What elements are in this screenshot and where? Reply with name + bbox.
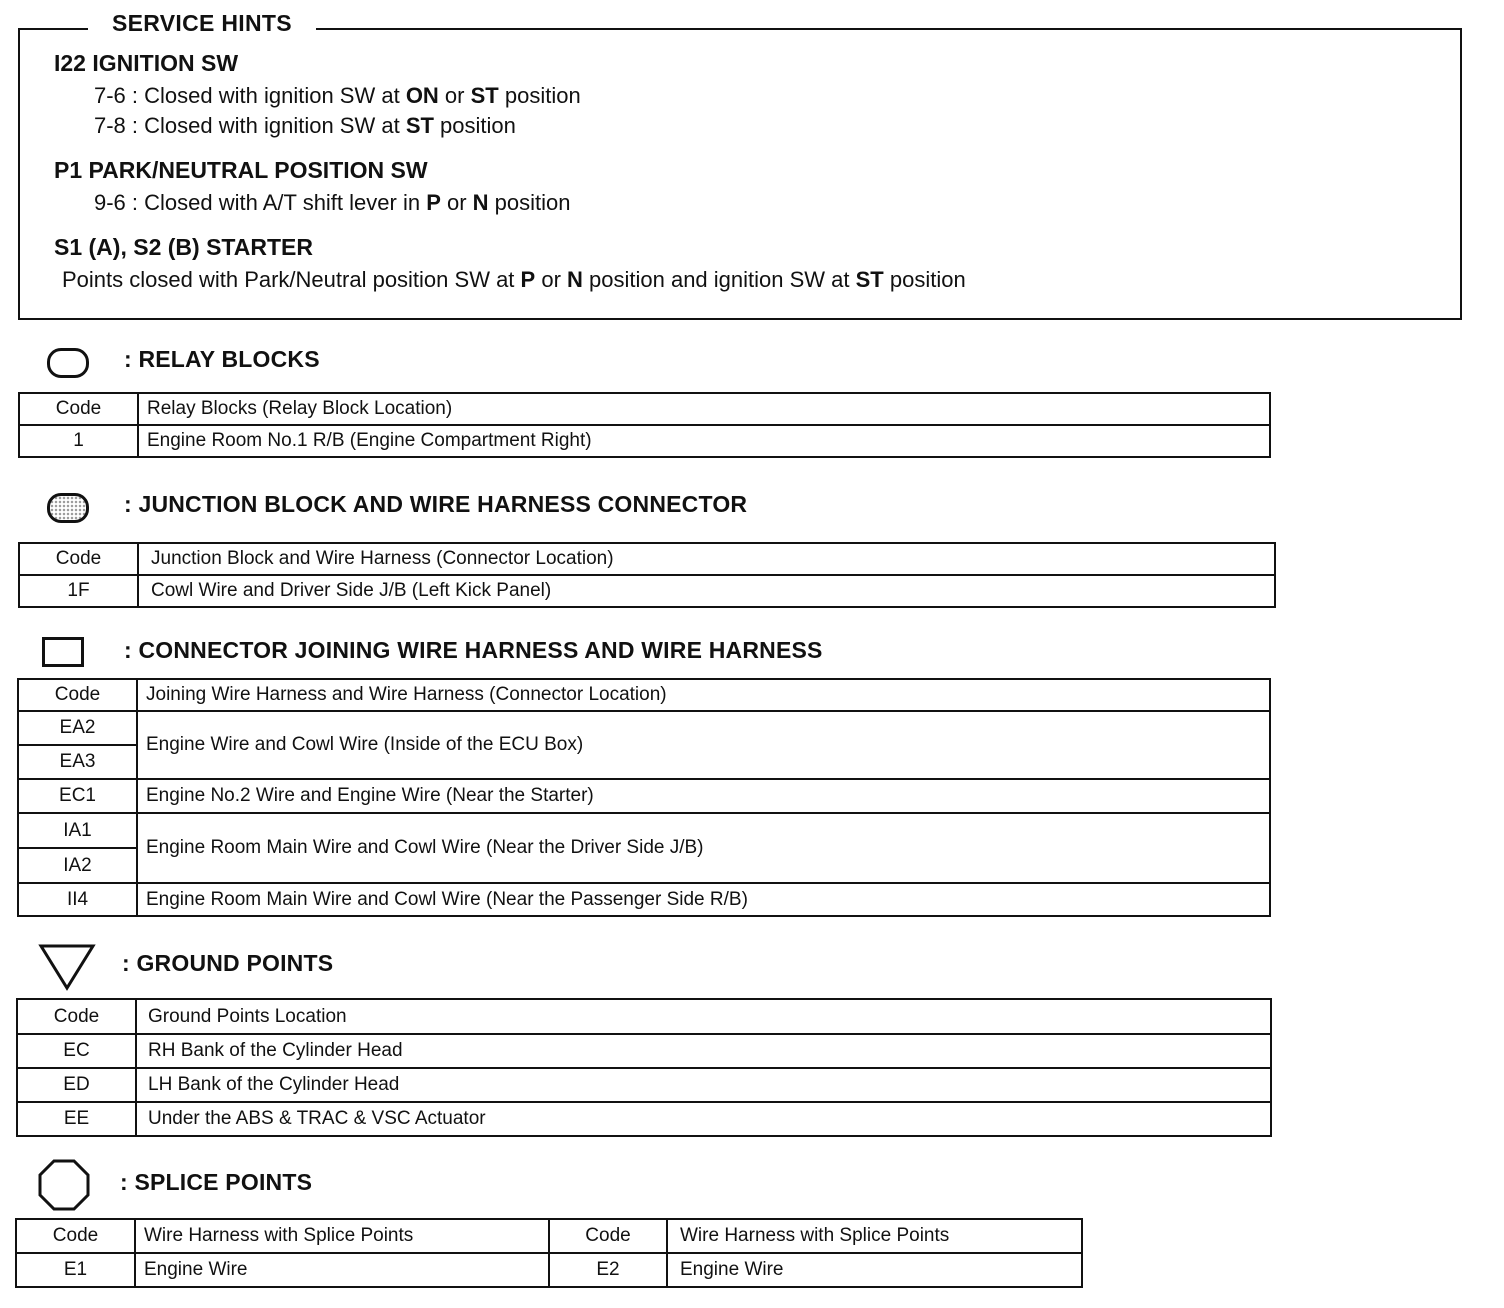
desc-cell: Cowl Wire and Driver Side J/B (Left Kick Panel) bbox=[138, 575, 1275, 607]
table-header-row bbox=[18, 679, 1270, 711]
table-row bbox=[17, 1034, 1271, 1068]
desc-header: Ground Points Location bbox=[136, 999, 1271, 1034]
code-header: Code bbox=[16, 1219, 135, 1253]
ignition-hint-line-2: 7-8 : Closed with ignition SW at ST position bbox=[94, 113, 516, 138]
desc-cell: Engine Room No.1 R/B (Engine Compartment Right) bbox=[138, 425, 1270, 457]
desc-cell: Engine Room Main Wire and Cowl Wire (Near the Passenger Side R/B) bbox=[137, 883, 1270, 916]
code-cell: 1 bbox=[19, 425, 138, 457]
table-row bbox=[18, 883, 1270, 916]
code-cell: EA2 bbox=[18, 711, 137, 745]
desc-header: Junction Block and Wire Harness (Connector Location) bbox=[138, 543, 1275, 575]
code-header: Code bbox=[19, 543, 138, 575]
junction-block-icon bbox=[47, 493, 89, 523]
table-header-row bbox=[16, 1219, 1082, 1253]
desc-header: Wire Harness with Splice Points bbox=[667, 1219, 1082, 1253]
desc-cell: RH Bank of the Cylinder Head bbox=[136, 1034, 1271, 1068]
ground-point-icon bbox=[38, 943, 96, 991]
desc-header: Joining Wire Harness and Wire Harness (Connector Location) bbox=[137, 679, 1270, 711]
code-cell: IA2 bbox=[18, 848, 137, 883]
connectors-title: : CONNECTOR JOINING WIRE HARNESS AND WIRE HARNESS bbox=[124, 637, 823, 663]
table-row bbox=[17, 1068, 1271, 1102]
relay-blocks-title: : RELAY BLOCKS bbox=[124, 346, 320, 372]
splice-point-icon bbox=[37, 1158, 91, 1212]
code-cell: 1F bbox=[19, 575, 138, 607]
code-cell: E2 bbox=[549, 1253, 667, 1287]
relay-blocks-table bbox=[18, 392, 1271, 458]
splice-points-title: : SPLICE POINTS bbox=[120, 1169, 313, 1195]
code-header: Code bbox=[549, 1219, 667, 1253]
service-hints-title: SERVICE HINTS bbox=[88, 10, 316, 37]
code-cell: E1 bbox=[16, 1253, 135, 1287]
table-header-row bbox=[19, 393, 1270, 425]
code-header: Code bbox=[19, 393, 138, 425]
ignition-hint-line-1: 7-6 : Closed with ignition SW at ON or ST position bbox=[94, 83, 581, 108]
code-cell: EA3 bbox=[18, 745, 137, 779]
code-header: Code bbox=[17, 999, 136, 1034]
desc-cell: Under the ABS & TRAC & VSC Actuator bbox=[136, 1102, 1271, 1136]
desc-cell: LH Bank of the Cylinder Head bbox=[136, 1068, 1271, 1102]
table-row bbox=[18, 813, 1270, 848]
desc-header: Relay Blocks (Relay Block Location) bbox=[138, 393, 1270, 425]
table-header-row bbox=[19, 543, 1275, 575]
connector-icon bbox=[42, 637, 84, 667]
code-header: Code bbox=[18, 679, 137, 711]
code-cell: EC1 bbox=[18, 779, 137, 813]
table-row bbox=[19, 425, 1270, 457]
park-neutral-hint-line-1: 9-6 : Closed with A/T shift lever in P or N position bbox=[94, 190, 571, 215]
desc-cell: Engine No.2 Wire and Engine Wire (Near the Starter) bbox=[137, 779, 1270, 813]
junction-block-table bbox=[18, 542, 1276, 608]
relay-block-icon bbox=[47, 348, 89, 378]
code-cell: EC bbox=[17, 1034, 136, 1068]
table-row bbox=[18, 711, 1270, 745]
ground-points-title: : GROUND POINTS bbox=[122, 950, 334, 976]
desc-cell: Engine Wire bbox=[667, 1253, 1082, 1287]
table-row bbox=[19, 575, 1275, 607]
ignition-sw-heading: I22 IGNITION SW bbox=[54, 50, 239, 76]
starter-heading: S1 (A), S2 (B) STARTER bbox=[54, 234, 313, 260]
table-row bbox=[17, 1102, 1271, 1136]
desc-cell: Engine Room Main Wire and Cowl Wire (Near the Driver Side J/B) bbox=[137, 813, 1270, 883]
junction-block-title: : JUNCTION BLOCK AND WIRE HARNESS CONNECTOR bbox=[124, 491, 748, 517]
code-cell: ED bbox=[17, 1068, 136, 1102]
code-cell: EE bbox=[17, 1102, 136, 1136]
desc-cell: Engine Wire bbox=[135, 1253, 549, 1287]
table-header-row bbox=[17, 999, 1271, 1034]
starter-hint-line-1: Points closed with Park/Neutral position SW at P or N position and ignition SW at ST position bbox=[62, 267, 966, 292]
desc-cell: Engine Wire and Cowl Wire (Inside of the ECU Box) bbox=[137, 711, 1270, 779]
splice-points-table bbox=[15, 1218, 1083, 1288]
desc-header: Wire Harness with Splice Points bbox=[135, 1219, 549, 1253]
code-cell: IA1 bbox=[18, 813, 137, 848]
connectors-table bbox=[17, 678, 1271, 917]
park-neutral-sw-heading: P1 PARK/NEUTRAL POSITION SW bbox=[54, 157, 428, 183]
table-row bbox=[18, 779, 1270, 813]
code-cell: II4 bbox=[18, 883, 137, 916]
table-row bbox=[16, 1253, 1082, 1287]
ground-points-table bbox=[16, 998, 1272, 1137]
